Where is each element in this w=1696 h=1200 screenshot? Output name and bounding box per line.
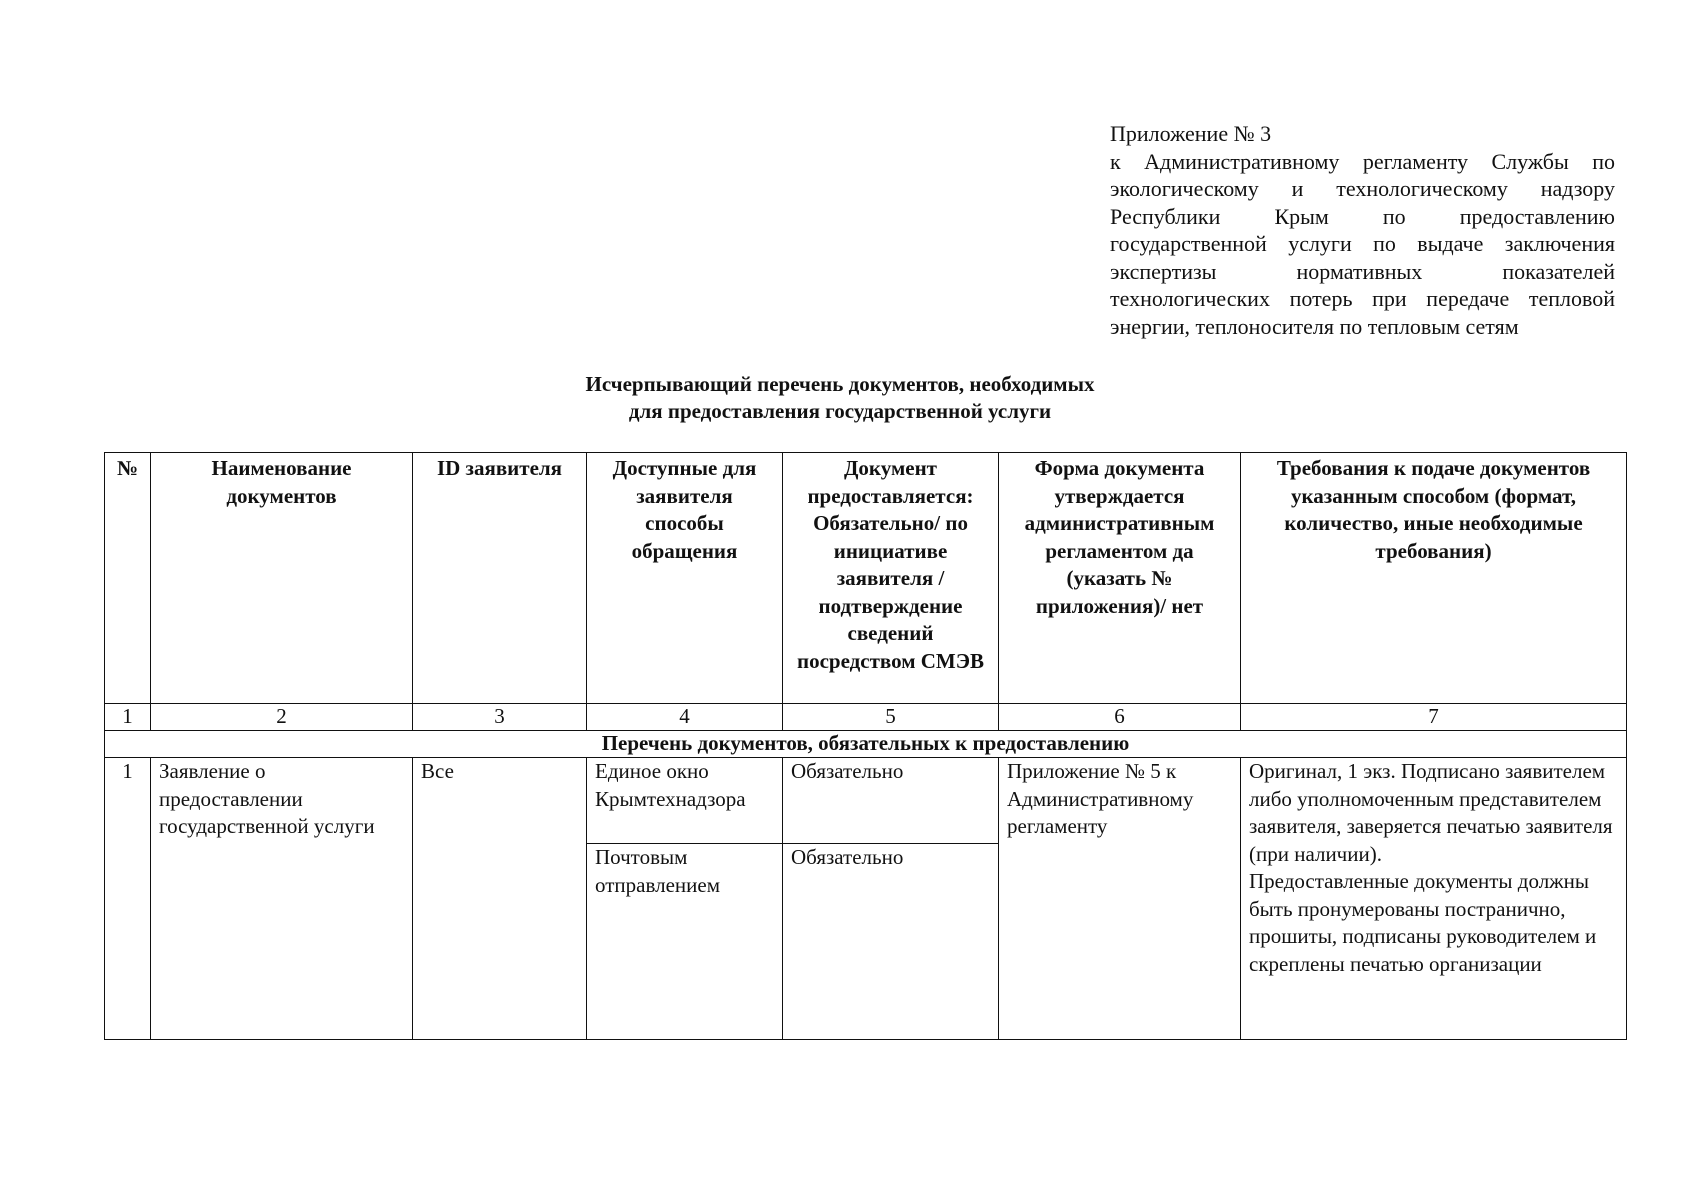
header-provision: Документ предоставляется: Обязательно/ по инициативе заявителя /подтверждение сведений посредством СМЭВ: [783, 453, 999, 704]
header-methods: Доступные для заявителя способы обращения: [587, 453, 783, 704]
header-form: Форма документа утверждается административным регламентом да (указать № приложения)/ нет: [999, 453, 1241, 704]
section-title: Перечень документов, обязательных к предоставлению: [105, 731, 1627, 758]
column-number: 2: [151, 704, 413, 731]
header-applicant-id: ID заявителя: [413, 453, 587, 704]
column-number: 5: [783, 704, 999, 731]
header-requirements: Требования к подаче документов указанным способом (формат, количество, иные необходимые требования): [1241, 453, 1627, 704]
title-line-1: Исчерпывающий перечень документов, необходимых: [585, 372, 1095, 396]
appendix-block: [1110, 120, 1615, 340]
row-form: Приложение № 5 к Административному регламенту: [999, 758, 1241, 1040]
row-requirements: [1241, 758, 1627, 1040]
column-number: 3: [413, 704, 587, 731]
row-provision-2: Обязательно: [783, 844, 999, 1040]
document-title: [300, 371, 1380, 425]
header-document-name: Наименование документов: [151, 453, 413, 704]
row-provision-1: Обязательно: [783, 758, 999, 844]
header-number: №: [105, 453, 151, 704]
requirements-numbering: Предоставленные документы должны быть пронумерованы постранично, прошиты, подписаны руководителем и скреплены печатью организации: [1249, 869, 1597, 976]
column-number: 4: [587, 704, 783, 731]
row-method-2: Почтовым отправлением: [587, 844, 783, 1040]
column-number: 1: [105, 704, 151, 731]
table-header-row: [105, 453, 1627, 704]
documents-table: [104, 452, 1627, 1040]
column-numbers-row: [105, 704, 1627, 731]
column-number: 7: [1241, 704, 1627, 731]
column-number: 6: [999, 704, 1241, 731]
appendix-description: к Административному регламенту Службы по экологическому и технологическому надзору Республики Крым по предоставлению государственной услуги по выдаче заключения экспертизы нормативных показателей технологических потерь при передаче тепловой энергии, теплоносителя по тепловым сетям: [1110, 148, 1615, 339]
title-line-2: для предоставления государственной услуги: [628, 399, 1052, 423]
requirements-original: Оригинал, 1 экз. Подписано заявителем либо уполномоченным представителем заявителя, заверяется печатью заявителя (при наличии).: [1249, 759, 1613, 866]
row-number: 1: [105, 758, 151, 1040]
row-document-name: Заявление о предоставлении государственной услуги: [151, 758, 413, 1040]
section-row: [105, 731, 1627, 758]
appendix-number: Приложение № 3: [1110, 121, 1272, 146]
row-applicant-id: Все: [413, 758, 587, 1040]
row-method-1: Единое окно Крымтехнадзора: [587, 758, 783, 844]
table-row: [105, 758, 1627, 844]
